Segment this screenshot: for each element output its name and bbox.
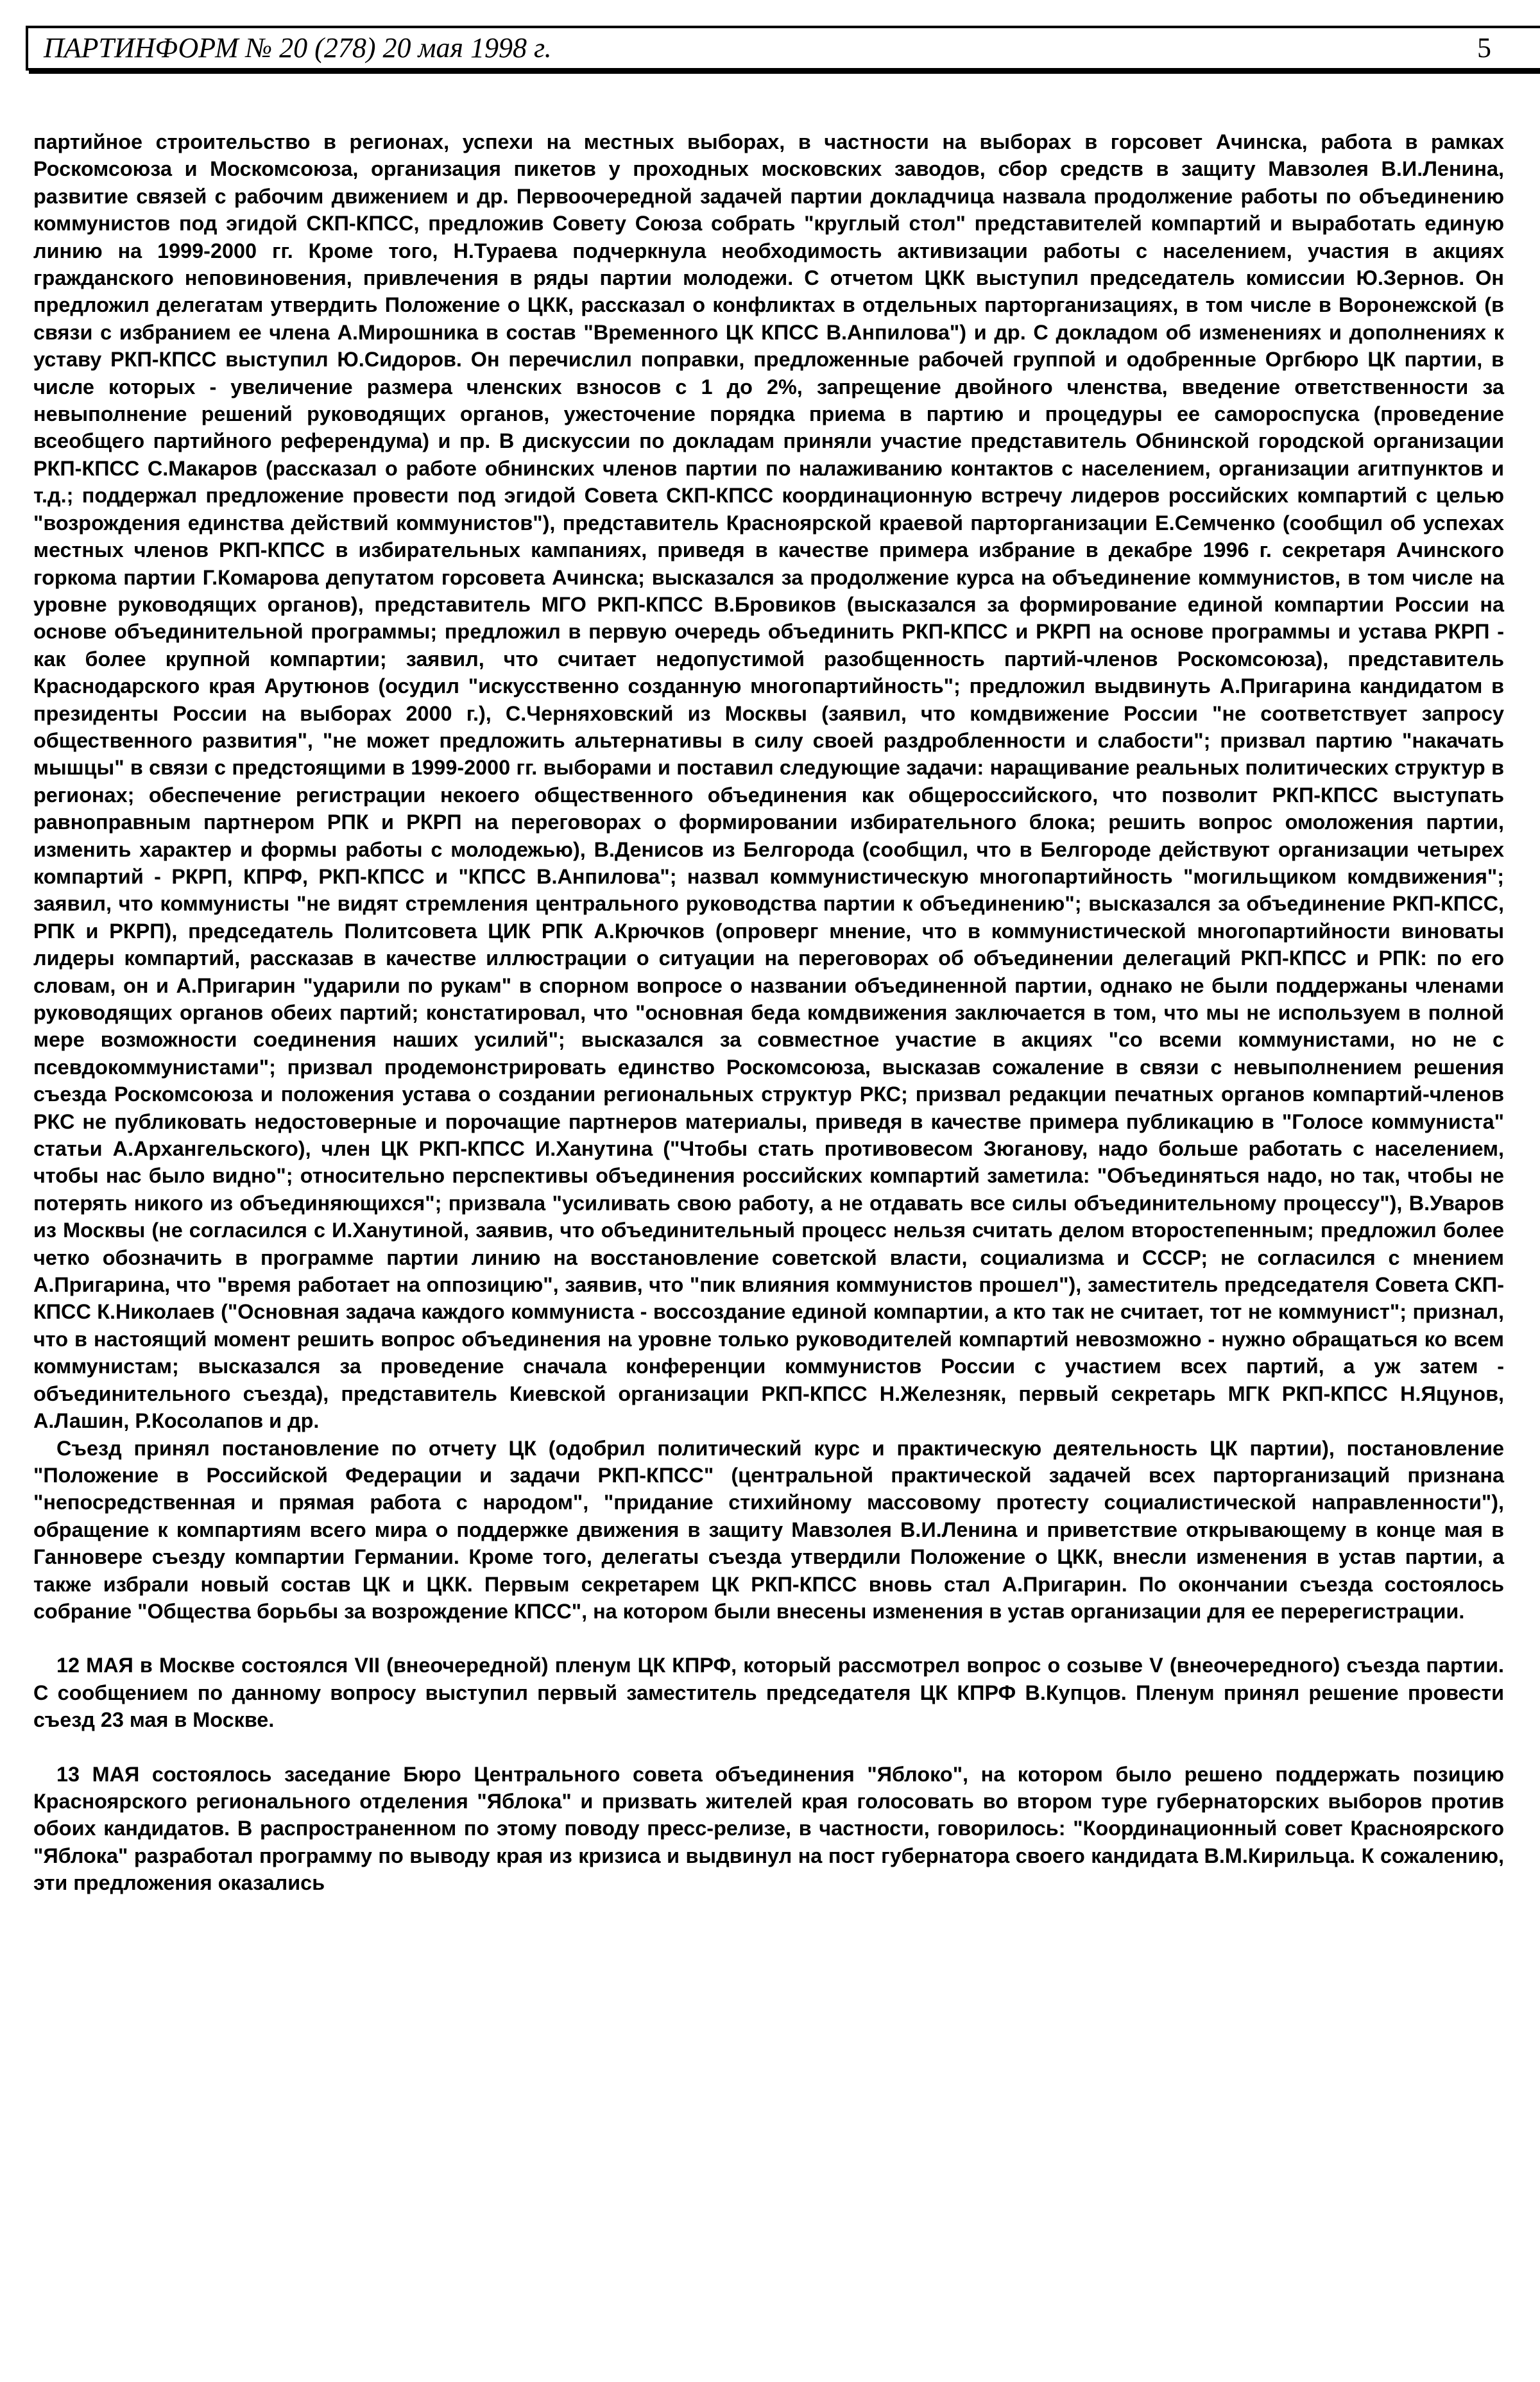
publication-title: ПАРТИНФОРМ № 20 (278) 20 мая 1998 г. <box>44 32 552 64</box>
paragraph-yabloko-bureau: 13 МАЯ состоялось заседание Бюро Центрального совета объединения "Яблоко", на котором было решено поддержать позицию Красноярского регионального отделения "Яблока" и призвать жителей края голосовать во втором туре губернаторских выборов против обоих кандидатов. В распространенном по этому поводу пресс-релизе, в частности, говорилось: "Координационный совет Красноярского "Яблока" разработал программу по выводу края из кризиса и выдвинул на пост губернатора своего кандидата В.М.Кирильца. К сожалению, эти предложения оказались <box>33 1762 1504 1895</box>
paragraph-kprf-plenum: 12 МАЯ в Москве состоялся VII (внеочередной) пленум ЦК КПРФ, который рассмотрел вопрос о созыве V (внеочередного) съезда партии. С сообщением по данному вопросу выступил первый заместитель председателя ЦК КПРФ В.Купцов. Пленум принял решение провести съезд 23 мая в Москве. <box>33 1654 1504 1732</box>
page-header <box>26 26 1540 71</box>
page-number: 5 <box>1477 32 1491 64</box>
paragraph-congress-discussion: партийное строительство в регионах, успехи на местных выборах, в частности на выборах в горсовет Ачинска, работа в рамках Роскомсоюза и Москомсоюза, организация пикетов у проходных московских заводов, сбор средств в защиту Мавзолея В.И.Ленина, развитие связей с рабочим движением и др. Первоочередной задачей партии докладчица назвала продолжение работы по объединению коммунистов под эгидой СКП-КПСС, предложив Совету Союза собрать "круглый стол" представителей компартий и выработать единую линию на 1999-2000 гг. Кроме того, Н.Тураева подчеркнула необходимость активизации работы с населением, участия в акциях гражданского неповиновения, привлечения в ряды партии молодежи. С отчетом ЦКК выступил председатель комиссии Ю.Зернов. Он предложил делегатам утвердить Положение о ЦКК, рассказал о конфликтах в отдельных парторганизациях, в том числе в Воронежской (в связи с избранием ее члена А.Мирошника в состав "Временного ЦК КПСС В.Анпилова") и др. С докладом об изменениях и дополнениях к уставу РКП-КПСС выступил Ю.Сидоров. Он перечислил поправки, предложенные рабочей группой и одобренные Оргбюро ЦК партии, в числе которых - увеличение размера членских взносов с 1 до 2%, запрещение двойного членства, введение ответственности за невыполнение решений руководящих органов, ужесточение порядка приема в партию и процедуры ее самороспуска (проведение всеобщего партийного референдума) и пр. В дискуссии по докладам приняли участие представитель Обнинской городской организации РКП-КПСС С.Макаров (рассказал о работе обнинских членов партии по налаживанию контактов с населением, организации агитпунктов и т.д.; поддержал предложение провести под эгидой Совета СКП-КПСС координационную встречу лидеров российских компартий с целью "возрождения единства действий коммунистов"), представитель Красноярской краевой парторганизации Е.Семченко (сообщил об успехах местных членов РКП-КПСС в избирательных кампаниях, приведя в качестве примера избрание в декабре 1996 г. секретаря Ачинского горкома партии Г.Комарова депутатом горсовета Ачинска; высказался за продолжение курса на объединение коммунистов, в том числе на уровне руководящих органов), представитель МГО РКП-КПСС В.Бровиков (высказался за формирование единой компартии России на основе объединительной программы; предложил в первую очередь объединить РКП-КПСС и РКРП на основе программы и устава РКРП - как более крупной компартии; заявил, что считает недопустимой разобщенность партий-членов Роскомсоюза), представитель Краснодарского края Арутюнов (осудил "искусственно созданную многопартийность"; предложил выдвинуть А.Пригарина кандидатом в президенты России на выборах 2000 г.), С.Черняховский из Москвы (заявил, что комдвижение России "не соответствует запросу общественного развития", "не может предложить альтернативы в силу своей раздробленности и слабости"; призвал партию "накачать мышцы" в связи с предстоящими в 1999-2000 гг. выборами и поставил следующие задачи: наращивание реальных политических структур в регионах; обеспечение регистрации некоего общественного объединения как общероссийского, что позволит РКП-КПСС выступать равноправным партнером РПК и РКРП на переговорах о формировании избирательного блока; решить вопрос омоложения партии, изменить характер и формы работы с молодежью), В.Денисов из Белгорода (сообщил, что в Белгороде действуют организации четырех компартий - РКРП, КПРФ, РКП-КПСС и "КПСС В.Анпилова"; назвал коммунистическую многопартийность "могильщиком комдвижения"; заявил, что коммунисты "не видят стремления центрального руководства партии к объединению"; высказался за объединение РКП-КПСС, РПК и РКРП), председатель Политсовета ЦИК РПК А.Крючков (опроверг мнение, что в коммунистической многопартийности виноваты лидеры компартий, рассказав в качестве иллюстрации о ситуации на переговорах об объединении делегаций РКП-КПСС и РПК: по его словам, он и А.Пригарин "ударили по рукам" в спорном вопросе о названии объединенной партии, однако не были поддержаны членами руководящих органов обеих партий; констатировал, что "основная беда комдвижения заключается в том, что мы не используем в полной мере возможности соединения наших усилий"; высказался за совместное участие в акциях "со всеми коммунистами, но не с псевдокоммунистами"; призвал продемонстрировать единство Роскомсоюза, высказав сожаление в связи с невыполнением решения съезда Роскомсоюза и положения устава о создании региональных структур РКС; призвал редакции печатных органов компартий-членов РКС не публиковать недостоверные и порочащие партнеров материалы, приведя в качестве примера публикацию в "Голосе коммуниста" статьи А.Архангельского), член ЦК РКП-КПСС И.Ханутина ("Чтобы стать противовесом Зюганову, надо больше работать с населением, чтобы нас было видно"; относительно перспективы объединения российских компартий заметила: "Объединяться надо, но так, чтобы не потерять никого из объединяющихся"; призвала "усиливать свою работу, а не отдавать все силы объединительному процессу"), В.Уваров из Москвы (не согласился с И.Ханутиной, заявив, что объединительный процесс нельзя считать делом второстепенным; предложил более четко обозначить в программе партии линию на восстановление советской власти, социализма и СССР; не согласился с мнением А.Пригарина, что "время работает на оппозицию", заявив, что "пик влияния коммунистов прошел"), заместитель председателя Совета СКП-КПСС К.Николаев ("Основная задача каждого коммуниста - воссоздание единой компартии, а кто так не считает, тот не коммунист"; признал, что в настоящий момент решить вопрос объединения на уровне только руководителей компартий невозможно - нужно обращаться ко всем коммунистам; высказался за проведение сначала конференции коммунистов России с участием всех партий, а уж затем - объединительного съезда), представитель Киевской организации РКП-КПСС Н.Железняк, первый секретарь МГК РКП-КПСС Н.Яцунов, А.Лашин, Р.Косолапов и др. <box>33 130 1504 1433</box>
paragraph-congress-resolutions: Съезд принял постановление по отчету ЦК (одобрил политический курс и практическую деятельность ЦК партии), постановление "Положение в Российской Федерации и задачи РКП-КПСС" (центральной практической задачей всех парторганизаций признана "непосредственная и прямая работа с народом", "придание стихийному массовому протесту социалистической направленности"), обращение к компартиям всего мира о поддержке движения в защиту Мавзолея В.И.Ленина и приветствие открывающему в конце мая в Ганновере съезду компартии Германии. Кроме того, делегаты съезда утвердили Положение о ЦКК, внесли изменения в устав партии, а также избрали новый состав ЦК и ЦКК. Первым секретарем ЦК РКП-КПСС вновь стал А.Пригарин. По окончании съезда состоялось собрание "Общества борьбы за возрождение КПСС", на котором были внесены изменения в устав организации для ее перерегистрации. <box>33 1436 1504 1623</box>
article-body <box>33 128 1504 1897</box>
